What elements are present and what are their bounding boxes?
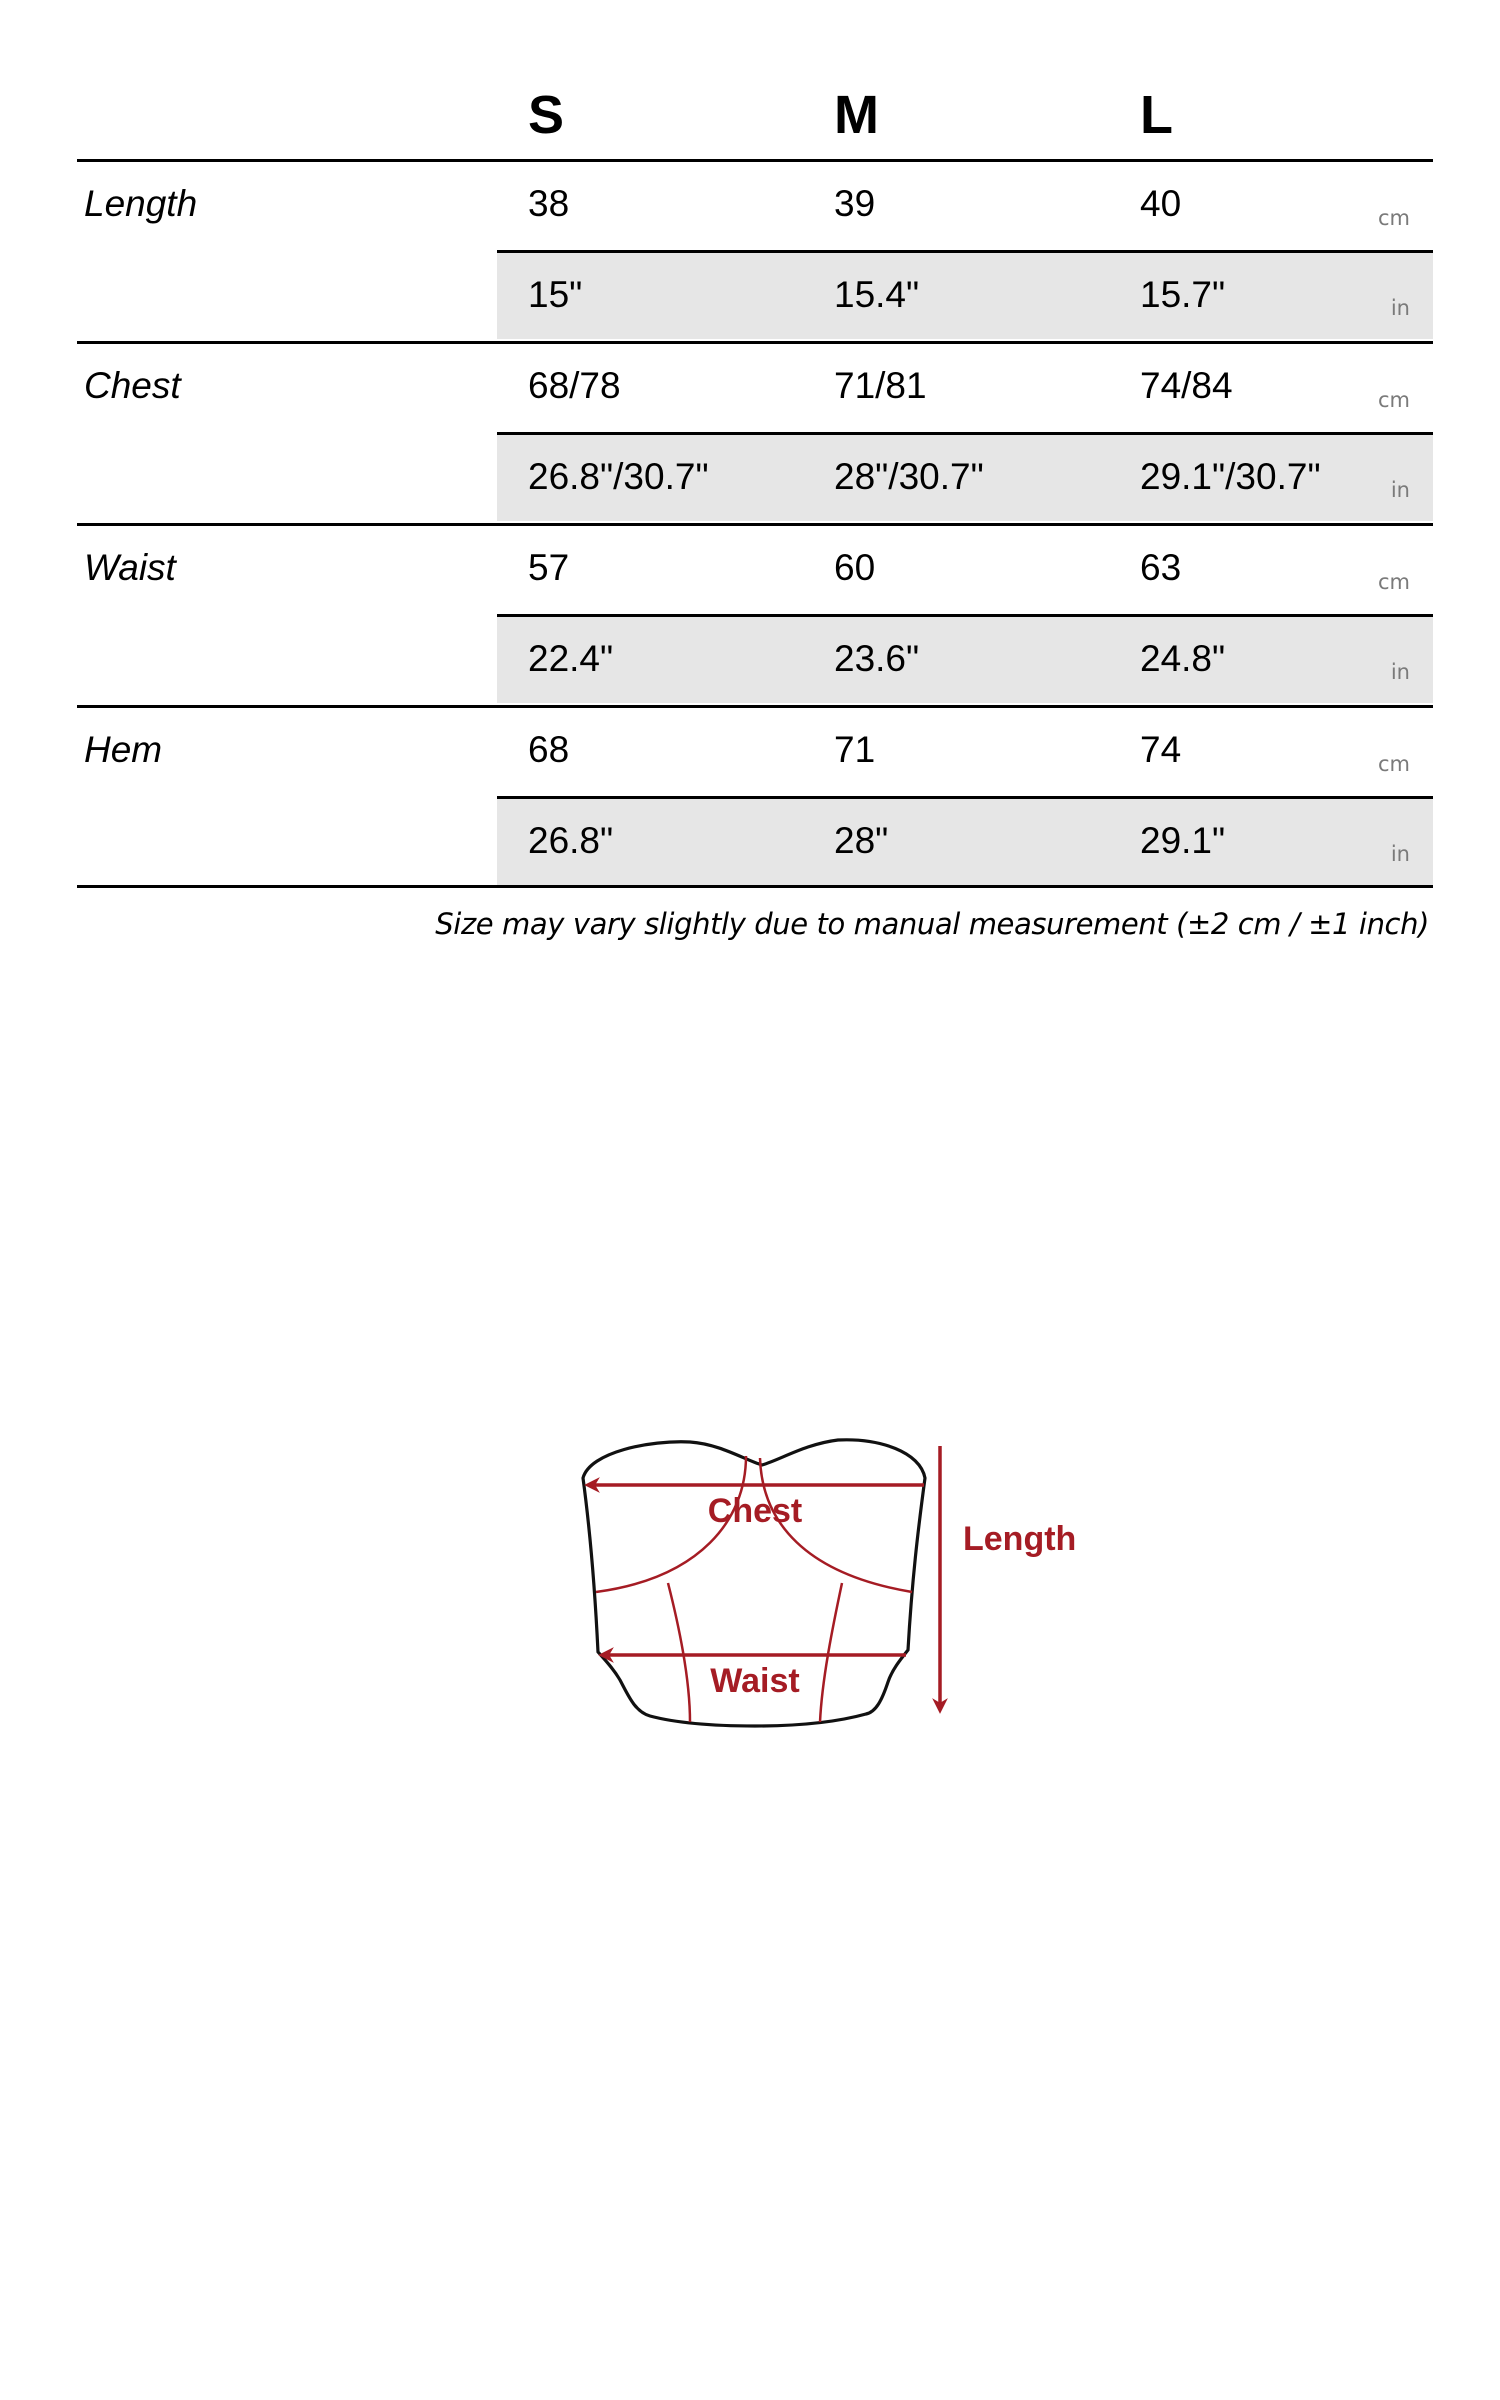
- cell-waist-l-cm: 63: [1140, 547, 1182, 588]
- cell-length-l-in: 15.7": [1140, 274, 1226, 315]
- size-header-s: S: [528, 85, 565, 145]
- unit-in: in: [1390, 842, 1410, 866]
- unit-in: in: [1390, 660, 1410, 684]
- row-label-waist: Waist: [84, 547, 176, 588]
- cell-length-m-cm: 39: [834, 183, 876, 224]
- cell-hem-s-cm: 68: [528, 729, 570, 770]
- cell-length-m-in: 15.4": [834, 274, 920, 315]
- measurement-note: Size may vary slightly due to manual measurement (±2 cm / ±1 inch): [435, 907, 1429, 941]
- cell-chest-m-cm: 71/81: [834, 365, 927, 406]
- cell-chest-s-cm: 68/78: [528, 365, 621, 406]
- cell-chest-m-in: 28"/30.7": [834, 456, 984, 497]
- size-header-m: M: [834, 85, 879, 145]
- row-label-length: Length: [84, 183, 198, 224]
- unit-cm: cm: [1377, 570, 1410, 594]
- cell-length-s-cm: 38: [528, 183, 570, 224]
- cell-waist-s-in: 22.4": [528, 638, 614, 679]
- unit-in: in: [1390, 296, 1410, 320]
- cell-chest-l-in: 29.1"/30.7": [1140, 456, 1321, 497]
- cell-length-l-cm: 40: [1140, 183, 1182, 224]
- size-header-l: L: [1140, 85, 1173, 145]
- cell-waist-m-in: 23.6": [834, 638, 920, 679]
- cell-hem-l-in: 29.1": [1140, 820, 1226, 861]
- cell-waist-s-cm: 57: [528, 547, 570, 588]
- cell-waist-m-cm: 60: [834, 547, 876, 588]
- cell-hem-s-in: 26.8": [528, 820, 614, 861]
- cell-hem-m-in: 28": [834, 820, 889, 861]
- cell-length-s-in: 15": [528, 274, 583, 315]
- unit-cm: cm: [1377, 752, 1410, 776]
- unit-cm: cm: [1377, 206, 1410, 230]
- row-label-hem: Hem: [84, 729, 163, 770]
- cell-waist-l-in: 24.8": [1140, 638, 1226, 679]
- unit-cm: cm: [1377, 388, 1410, 412]
- cell-chest-s-in: 26.8"/30.7": [528, 456, 709, 497]
- unit-in: in: [1390, 478, 1410, 502]
- row-label-chest: Chest: [84, 365, 181, 406]
- diagram-length-label: Length: [963, 1520, 1077, 1558]
- cell-hem-l-cm: 74: [1140, 729, 1182, 770]
- diagram-chest-label: Chest: [707, 1492, 803, 1530]
- diagram-waist-label: Waist: [710, 1662, 800, 1700]
- cell-chest-l-cm: 74/84: [1140, 365, 1233, 406]
- cell-hem-m-cm: 71: [834, 729, 876, 770]
